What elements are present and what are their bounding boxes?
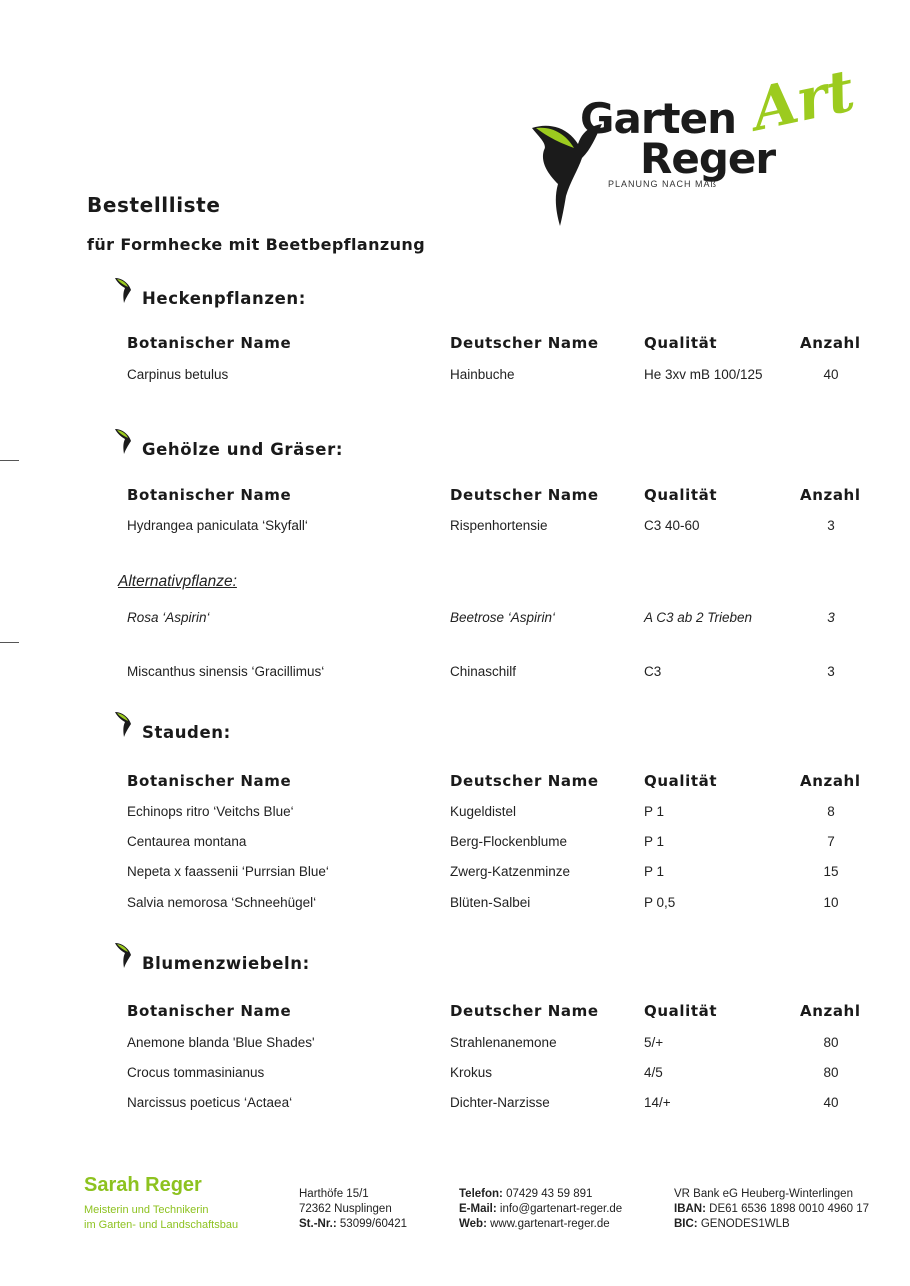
leaf-bird-icon: [113, 710, 137, 738]
footer-bank: VR Bank eG Heuberg-Winterlingen: [674, 1188, 853, 1200]
column-header-german: Deutscher Name: [450, 486, 599, 504]
botanical-name: Centaurea montana: [127, 834, 247, 849]
section-title-zwiebeln: Blumenzwiebeln:: [142, 954, 310, 973]
column-header-botanical: Botanischer Name: [127, 334, 292, 352]
page-title: Bestellliste: [87, 193, 221, 217]
german-name: Zwerg-Katzenminze: [450, 864, 571, 879]
column-header-count: Anzahl: [800, 1002, 861, 1020]
count: 7: [827, 834, 835, 849]
footer-name: Sarah Reger: [84, 1174, 202, 1196]
logo-text-reger: Reger: [640, 134, 776, 183]
leaf-bird-icon: [113, 276, 137, 304]
count: 80: [823, 1065, 839, 1080]
column-header-quality: Qualität: [644, 772, 718, 790]
quality: A C3 ab 2 Trieben: [644, 610, 753, 625]
count: 80: [823, 1035, 839, 1050]
footer-email[interactable]: E-Mail: info@gartenart-reger.de: [459, 1203, 623, 1215]
quality: C3 40-60: [644, 518, 700, 533]
botanical-name: Crocus tommasinianus: [127, 1065, 265, 1080]
count: 8: [827, 804, 835, 819]
footer-address-street: Harthöfe 15/1: [299, 1188, 369, 1200]
logo-tagline: PLANUNG NACH MAß: [608, 179, 718, 189]
column-header-quality: Qualität: [644, 1002, 718, 1020]
quality: 5/+: [644, 1035, 664, 1050]
german-name: Chinaschilf: [450, 664, 517, 679]
fold-mark: [0, 642, 19, 643]
page-subtitle: für Formhecke mit Beetbepflanzung: [87, 235, 426, 254]
section-title-stauden: Stauden:: [142, 723, 231, 742]
column-header-quality: Qualität: [644, 486, 718, 504]
count: 3: [827, 610, 835, 625]
column-header-botanical: Botanischer Name: [127, 1002, 292, 1020]
column-header-count: Anzahl: [800, 772, 861, 790]
quality: P 1: [644, 834, 665, 849]
german-name: Dichter-Narzisse: [450, 1095, 550, 1110]
quality: P 1: [644, 864, 665, 879]
count: 3: [827, 664, 835, 679]
footer-subtitle: im Garten- und Landschaftsbau: [84, 1219, 239, 1231]
footer-address-city: 72362 Nusplingen: [299, 1203, 392, 1215]
botanical-name: Salvia nemorosa ‘Schneehügel‘: [127, 895, 317, 910]
quality: 14/+: [644, 1095, 671, 1110]
footer-subtitle: Meisterin und Technikerin: [84, 1204, 209, 1216]
logo-text-art: Art: [746, 56, 861, 144]
quality: 4/5: [644, 1065, 663, 1080]
quality: P 0,5: [644, 895, 676, 910]
german-name: Berg-Flockenblume: [450, 834, 568, 849]
footer-iban: IBAN: DE61 6536 1898 0010 4960 17: [674, 1203, 870, 1215]
german-name: Hainbuche: [450, 367, 515, 382]
botanical-name: Narcissus poeticus ‘Actaea‘: [127, 1095, 293, 1110]
botanical-name: Nepeta x faassenii ‘Purrsian Blue‘: [127, 864, 329, 879]
footer-bic: BIC: GENODES1WLB: [674, 1218, 790, 1230]
botanical-name: Hydrangea paniculata ‘Skyfall‘: [127, 518, 308, 533]
quality: C3: [644, 664, 662, 679]
count: 15: [823, 864, 839, 879]
botanical-name: Rosa ‘Aspirin‘: [127, 610, 210, 625]
german-name: Rispenhortensie: [450, 518, 548, 533]
count: 40: [823, 367, 839, 382]
footer-tax-number: St.-Nr.: 53099/60421: [299, 1218, 408, 1230]
fold-mark: [0, 460, 19, 461]
quality: He 3xv mB 100/125: [644, 367, 763, 382]
quality: P 1: [644, 804, 665, 819]
leaf-bird-icon: [113, 941, 137, 969]
german-name: Kugeldistel: [450, 804, 517, 819]
column-header-german: Deutscher Name: [450, 334, 599, 352]
section-title-hecken: Heckenpflanzen:: [142, 289, 306, 308]
count: 40: [823, 1095, 839, 1110]
botanical-name: Carpinus betulus: [127, 367, 229, 382]
botanical-name: Anemone blanda 'Blue Shades': [127, 1035, 315, 1050]
botanical-name: Miscanthus sinensis ‘Gracillimus‘: [127, 664, 325, 679]
column-header-quality: Qualität: [644, 334, 718, 352]
count: 3: [827, 518, 835, 533]
footer-phone: Telefon: 07429 43 59 891: [459, 1188, 593, 1200]
column-header-german: Deutscher Name: [450, 772, 599, 790]
count: 10: [823, 895, 839, 910]
column-header-german: Deutscher Name: [450, 1002, 599, 1020]
company-logo: [530, 56, 861, 231]
german-name: Beetrose ‘Aspirin‘: [450, 610, 556, 625]
german-name: Strahlenanemone: [450, 1035, 557, 1050]
column-header-count: Anzahl: [800, 486, 861, 504]
leaf-bird-icon: [113, 427, 137, 455]
alternative-plant-label: Alternativpflanze:: [118, 573, 237, 590]
logo-text-garten: Garten: [580, 94, 736, 143]
german-name: Krokus: [450, 1065, 493, 1080]
section-title-gehoelze: Gehölze und Gräser:: [142, 440, 344, 459]
column-header-botanical: Botanischer Name: [127, 772, 292, 790]
german-name: Blüten-Salbei: [450, 895, 531, 910]
footer-web[interactable]: Web: www.gartenart-reger.de: [459, 1218, 610, 1230]
column-header-botanical: Botanischer Name: [127, 486, 292, 504]
botanical-name: Echinops ritro ‘Veitchs Blue‘: [127, 804, 294, 819]
column-header-count: Anzahl: [800, 334, 861, 352]
